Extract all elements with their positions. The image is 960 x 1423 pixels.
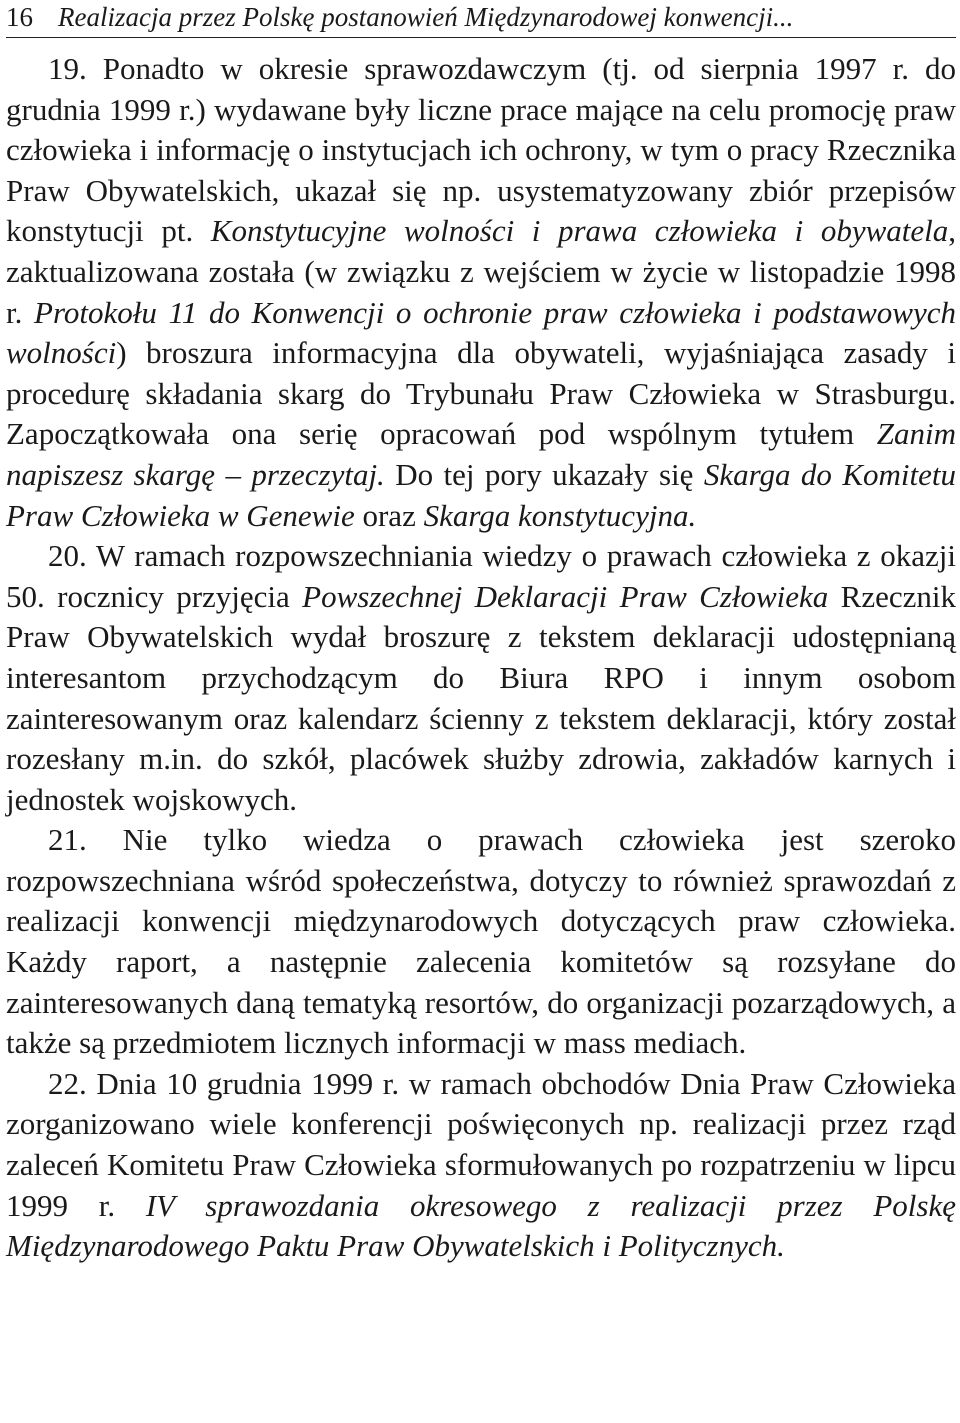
text-segment: 21. Nie tylko wiedza o prawach człowieka jest szeroko rozpowszechniana wśród społeczeństwa, dotyczy to również sprawozdań z realizacji konwencji międzynarodowych dotyczących praw człowieka. Każdy raport, a następnie zalecenia komitetów są rozsyłane do zainteresowanych daną tematyką resortów, do organizacji pozarządowych, a także są przedmiotem licznych informacji w mass mediach. <box>6 822 956 1061</box>
text-segment: oraz <box>354 497 424 533</box>
italic-title: Zanim napiszesz skargę – przeczytaj. <box>6 416 956 492</box>
paragraph-22 <box>6 1064 956 1267</box>
italic-title: IV sprawozdania okresowego z realizacji przez Polskę Międzynarodowego Paktu Praw Obywatelskich i Politycznych. <box>6 1187 956 1264</box>
text-segment: 19. Ponadto w okresie sprawozdawczym (tj. od sierpnia 1997 r. do grudnia 1999 r.) wydawane były liczne prace mające na celu promocję praw człowieka i informację o instytucjach ich ochrony, w tym o pracy Rzecznika Praw Obywatelskich, ukazał się np. usystematyzowany zbiór przepisów konstytucji pt. <box>6 51 956 249</box>
paragraph-20 <box>6 536 956 820</box>
italic-title: Skarga konstytucyjna. <box>423 497 697 533</box>
italic-title: Powszechnej Deklaracji Praw Człowieka <box>302 578 829 614</box>
text-segment: Do tej pory ukazały się <box>384 456 704 492</box>
italic-title: Skarga do Komitetu Praw Człowieka w Genewie <box>6 456 956 533</box>
text-segment: 22. Dnia 10 grudnia 1999 r. w ramach obchodów Dnia Praw Człowieka zorganizowano wiele konferencji poświęconych np. realizacji przez rząd zaleceń Komitetu Praw Człowieka sformułowanych po rozpatrzeniu w lipcu 1999 r. <box>6 1065 956 1223</box>
text-segment: ) broszura informacyjna dla obywateli, wyjaśniająca zasady i procedurę składania skarg do Trybunału Praw Człowieka w Strasburgu. Zapoczątkowała ona serię opracowań pod wspólnym tytułem <box>6 335 956 452</box>
running-header <box>6 0 956 38</box>
running-title: Realizacja przez Polskę postanowień Międzynarodowej konwencji... <box>58 2 794 32</box>
body-text <box>6 49 956 1267</box>
italic-title: Konstytucyjne wolności i prawa człowieka i obywatela <box>210 213 949 249</box>
paragraph-21 <box>6 820 956 1064</box>
paragraph-19 <box>6 49 956 536</box>
page-number: 16 <box>6 2 33 32</box>
text-segment: Rzecznik Praw Obywatelskich wydał broszurę z tekstem deklaracji udostępnianą interesantom przychodzącym do Biura RPO i innym osobom zainteresowanym oraz kalendarz ścienny z tekstem deklaracji, który został rozesłany m.in. do szkół, placówek służby zdrowia, zakładów karnych i jednostek wojskowych. <box>6 578 956 817</box>
italic-title: Protokołu 11 do Konwencji o ochronie praw człowieka i podstawowych wolności <box>6 294 956 371</box>
document-page <box>6 0 956 1267</box>
text-segment: , zaktualizowana została (w związku z wejściem w życie w listopadzie 1998 r. <box>6 213 956 330</box>
text-segment: 20. W ramach rozpowszechniania wiedzy o prawach człowieka z okazji 50. rocznicy przyjęcia <box>6 538 956 614</box>
